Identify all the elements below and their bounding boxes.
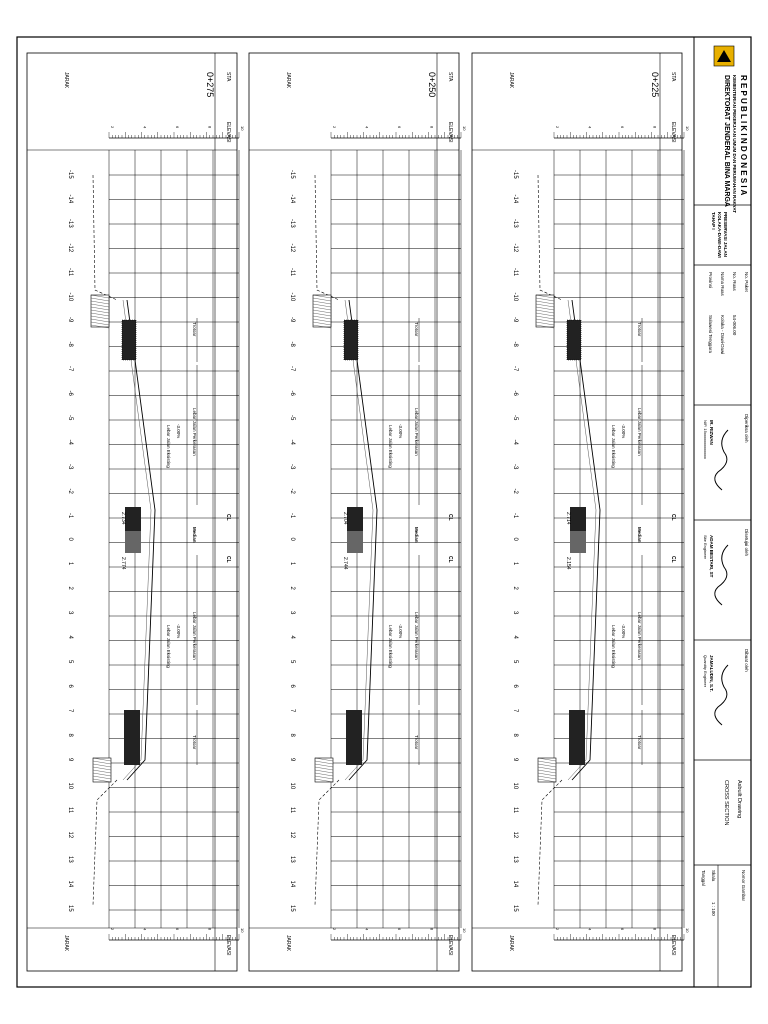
project-info-table	[708, 272, 749, 354]
approval-role: Diperiksa oleh	[744, 414, 749, 443]
median-block	[125, 507, 141, 531]
elevation-tick-label: 8	[207, 928, 213, 931]
centerline-label: CL	[447, 556, 453, 563]
offset-label: 10	[289, 782, 295, 790]
offset-label: 0	[289, 537, 295, 541]
cross-section-panel	[249, 53, 467, 971]
median-block-lower	[125, 531, 141, 553]
elevasi-label: ELEVASI	[225, 122, 231, 143]
scale-label: Skala	[711, 870, 716, 882]
level-right-value: 2.154	[565, 557, 571, 570]
centerline-label: CL	[447, 514, 453, 521]
ministry-text: KEMENTERIAN PEKERJAAN UMUM DAN PERUMAHAN RAKYAT	[732, 75, 737, 214]
info-value: Sulawesi Tenggara	[708, 315, 713, 353]
project-line-3: TAHAP I	[711, 212, 716, 230]
sta-label: STA	[447, 72, 453, 82]
scale-value: 1 : 100	[711, 902, 716, 916]
offset-label: -6	[289, 390, 295, 396]
elevation-tick-label: 6	[397, 928, 402, 931]
offset-label: 0	[512, 537, 518, 541]
slope-right-label: -3.00%	[398, 624, 403, 639]
offset-label: -2	[67, 488, 73, 494]
signature-icon	[715, 665, 728, 725]
offset-label: -7	[289, 366, 295, 372]
cross-section-panel	[472, 53, 690, 971]
offset-label: -11	[289, 268, 295, 277]
level-right-value: 2.744	[342, 557, 348, 570]
offset-label: 13	[289, 856, 295, 863]
offset-label: -11	[512, 268, 518, 277]
elevation-tick-label: 2	[332, 126, 337, 129]
offset-label: 10	[67, 782, 73, 790]
offset-label: 5	[512, 660, 518, 664]
offset-label: -6	[67, 390, 73, 396]
offset-label: 6	[289, 684, 295, 688]
offset-label: 9	[512, 758, 518, 762]
offset-label: -3	[67, 464, 73, 470]
approval-nip: Quantity Engineer	[703, 655, 708, 688]
offset-label: -15	[512, 170, 518, 179]
pupr-logo-icon	[714, 46, 734, 66]
elevation-tick-label: 8	[207, 126, 213, 129]
elevation-tick-label: 4	[587, 928, 593, 931]
offset-label: 15	[289, 905, 295, 912]
lebar-perkerasan-label: Lebar Jalan Perkerasan	[192, 408, 197, 456]
info-label: Nama Ruas	[720, 272, 725, 296]
trotoar-block-right	[124, 710, 140, 765]
sta-label: STA	[225, 72, 231, 82]
approval-name: ADAM BESTARI, ST	[709, 535, 714, 578]
offset-label: -8	[512, 341, 518, 347]
trotoar-label: Trotoar	[414, 322, 419, 337]
offset-label: 6	[512, 684, 518, 688]
elevation-tick-label: 8	[429, 126, 435, 129]
offset-label: 2	[289, 586, 295, 590]
elevation-tick-label: 6	[175, 928, 180, 931]
offset-label: 5	[67, 660, 73, 664]
project-line-2: KOLAKA-DAWI-DAWI	[717, 212, 722, 258]
offset-label: -13	[512, 219, 518, 228]
offset-label: 4	[67, 635, 73, 639]
slope-left-label: -3.00%	[176, 424, 181, 439]
level-right-value: 2.774	[120, 557, 126, 570]
jarak-label: JARAK	[285, 935, 291, 952]
offset-label: -14	[67, 194, 73, 204]
median-block	[570, 507, 586, 531]
offset-label: -9	[289, 317, 295, 323]
trotoar-block-left	[122, 320, 136, 360]
offset-label: -6	[512, 390, 518, 396]
offset-label: -12	[289, 243, 295, 253]
country-text: R E P U B L I K I N D O N E S I A	[739, 75, 748, 196]
elevation-tick-label: 10	[240, 928, 245, 933]
lebar-jalan-label: Lebar Jalan Eksisting	[166, 425, 171, 468]
offset-label: 6	[67, 684, 73, 688]
lebar-perkerasan-label: Lebar Jalan Perkerasan	[192, 612, 197, 660]
slope-right-label: -3.00%	[621, 624, 626, 639]
elevation-tick-label: 6	[620, 126, 625, 129]
elevation-tick-label: 8	[652, 928, 658, 931]
offset-label: -5	[67, 415, 73, 421]
lebar-perkerasan-label: Lebar Jalan Perkerasan	[637, 612, 642, 660]
offset-label: -1	[512, 513, 518, 519]
offset-label: 14	[512, 880, 518, 888]
elevasi-label: ELEVASI	[447, 935, 453, 956]
cross-section-panel	[27, 53, 245, 971]
offset-label: 11	[67, 807, 73, 814]
elevation-tick-label: 8	[429, 928, 435, 931]
level-left-value: 2.714	[565, 512, 571, 525]
offset-label: -2	[512, 488, 518, 494]
elevation-tick-label: 4	[587, 126, 593, 129]
offset-label: 1	[512, 562, 518, 566]
offset-label: 2	[67, 586, 73, 590]
approval-role: Dibuat oleh	[744, 649, 749, 672]
elevation-tick-label: 2	[555, 928, 560, 931]
trotoar-label: Trotoar	[637, 735, 642, 750]
offset-label: 3	[512, 611, 518, 615]
offset-label: 12	[289, 831, 295, 839]
elevation-tick-label: 4	[142, 928, 148, 931]
trotoar-label: Trotoar	[192, 322, 197, 337]
approval-blocks	[703, 414, 749, 725]
elevasi-label: ELEVASI	[670, 935, 676, 956]
centerline-label: CL	[670, 556, 676, 563]
offset-label: -10	[67, 292, 73, 302]
offset-label: 8	[512, 733, 518, 737]
offset-label: -13	[289, 219, 295, 228]
offset-label: 8	[67, 733, 73, 737]
jarak-label: JARAK	[285, 72, 291, 89]
centerline-label: CL	[225, 514, 231, 521]
median-block	[347, 507, 363, 531]
offset-label: -15	[289, 170, 295, 179]
offset-label: 3	[67, 611, 73, 615]
offset-label: -5	[512, 415, 518, 421]
offset-label: -3	[289, 464, 295, 470]
lebar-perkerasan-label: Lebar Jalan Perkerasan	[414, 408, 419, 456]
approval-role: Disetujui oleh	[744, 529, 749, 557]
approval-nip: NIP. 19xxxxxxxxxxxxx	[703, 420, 708, 459]
elevation-tick-label: 10	[685, 928, 690, 933]
elevation-tick-label: 6	[397, 126, 402, 129]
offset-label: -3	[512, 464, 518, 470]
offset-label: 4	[512, 635, 518, 639]
median-block-lower	[347, 531, 363, 553]
elevation-tick-label: 4	[364, 928, 370, 931]
trotoar-block-right	[346, 710, 362, 765]
median-label: Median	[637, 527, 642, 543]
offset-label: 15	[67, 905, 73, 912]
lebar-jalan-label: Lebar Jalan Eksisting	[166, 625, 171, 668]
info-value: Kolaka - Dawi-Dawi	[720, 315, 725, 355]
offset-label: 15	[512, 905, 518, 912]
offset-label: -9	[67, 317, 73, 323]
offset-label: -4	[512, 439, 518, 445]
elevation-tick-label: 2	[110, 928, 115, 931]
offset-label: -4	[289, 439, 295, 445]
offset-label: 7	[289, 709, 295, 713]
offset-label: -10	[512, 292, 518, 302]
project-line-1: PRESERVASI JALAN	[723, 212, 728, 257]
elevation-tick-label: 10	[462, 928, 467, 933]
level-left-value: 2.734	[120, 512, 126, 525]
slope-left-label: -3.00%	[621, 424, 626, 439]
offset-label: -9	[512, 317, 518, 323]
slope-right-label: -3.00%	[176, 624, 181, 639]
approval-name: JAMALUDIN, S.T.	[709, 655, 714, 692]
sta-value: 0+225	[650, 72, 660, 98]
offset-label: 8	[289, 733, 295, 737]
directorate-text: DIREKTORAT JENDERAL BINA MARGA	[723, 75, 730, 207]
offset-label: -4	[67, 439, 73, 445]
offset-label: -14	[289, 194, 295, 204]
offset-label: 1	[289, 562, 295, 566]
offset-label: 11	[512, 807, 518, 814]
offset-label: -15	[67, 170, 73, 179]
info-value: 54-006.00	[732, 315, 737, 336]
offset-label: -10	[289, 292, 295, 302]
offset-label: -7	[512, 366, 518, 372]
nomor-label: Nomor Gambar	[741, 870, 746, 902]
offset-label: -2	[289, 488, 295, 494]
median-label: Median	[192, 527, 197, 543]
offset-label: 3	[289, 611, 295, 615]
trotoar-label: Trotoar	[192, 735, 197, 750]
jarak-label: JARAK	[63, 72, 69, 89]
elevation-tick-label: 2	[555, 126, 560, 129]
offset-label: 12	[67, 831, 73, 839]
offset-label: 5	[289, 660, 295, 664]
elevation-tick-label: 10	[685, 126, 690, 131]
offset-label: -5	[289, 415, 295, 421]
offset-label: 0	[67, 537, 73, 541]
elevation-tick-label: 2	[110, 126, 115, 129]
sta-value: 0+275	[205, 72, 215, 98]
lebar-perkerasan-label: Lebar Jalan Perkerasan	[637, 408, 642, 456]
jarak-label: JARAK	[63, 935, 69, 952]
approval-name: IR. RIZWAN	[709, 420, 714, 445]
jarak-label: JARAK	[508, 935, 514, 952]
drawing-title: CROSS SECTION	[723, 780, 729, 826]
lebar-jalan-label: Lebar Jalan Eksisting	[388, 625, 393, 668]
offset-label: -13	[67, 219, 73, 228]
elevasi-label: ELEVASI	[670, 122, 676, 143]
median-label: Median	[414, 527, 419, 543]
elevation-tick-label: 8	[652, 126, 658, 129]
offset-label: -7	[67, 366, 73, 372]
offset-label: 10	[512, 782, 518, 790]
centerline-label: CL	[670, 514, 676, 521]
trotoar-block-right	[569, 710, 585, 765]
offset-label: 14	[289, 880, 295, 888]
info-label: Provinsi	[708, 272, 713, 289]
trotoar-block-left	[567, 320, 581, 360]
sta-label: STA	[670, 72, 676, 82]
sta-value: 0+250	[427, 72, 437, 98]
elevation-tick-label: 6	[175, 126, 180, 129]
info-label: No. Paket	[744, 272, 749, 292]
offset-label: 4	[289, 635, 295, 639]
offset-label: -12	[512, 243, 518, 253]
elevation-tick-label: 10	[240, 126, 245, 131]
offset-label: 11	[289, 807, 295, 814]
elevation-tick-label: 4	[142, 126, 148, 129]
offset-label: 7	[67, 709, 73, 713]
elevation-tick-label: 4	[364, 126, 370, 129]
date-label: Tanggal	[701, 870, 706, 886]
trotoar-block-left	[344, 320, 358, 360]
level-left-value: 2.704	[342, 512, 348, 525]
offset-label: -1	[289, 513, 295, 519]
slope-left-label: -3.00%	[398, 424, 403, 439]
offset-label: -11	[67, 268, 73, 277]
offset-label: -12	[67, 243, 73, 253]
info-label: No. Ruas	[732, 272, 737, 291]
elevation-tick-label: 10	[462, 126, 467, 131]
offset-label: -1	[67, 513, 73, 519]
offset-label: 7	[512, 709, 518, 713]
offset-label: 9	[67, 758, 73, 762]
offset-label: -14	[512, 194, 518, 204]
elevasi-label: ELEVASI	[225, 935, 231, 956]
elevation-tick-label: 2	[332, 928, 337, 931]
jarak-label: JARAK	[508, 72, 514, 89]
offset-label: 13	[512, 856, 518, 863]
median-block-lower	[570, 531, 586, 553]
title-block	[694, 37, 751, 987]
drawing-type: Asbuilt Drawing	[736, 780, 742, 819]
offset-label: 14	[67, 880, 73, 888]
elevasi-label: ELEVASI	[447, 122, 453, 143]
signature-icon	[715, 545, 728, 605]
lebar-perkerasan-label: Lebar Jalan Perkerasan	[414, 612, 419, 660]
elevation-tick-label: 6	[620, 928, 625, 931]
trotoar-label: Trotoar	[414, 735, 419, 750]
lebar-jalan-label: Lebar Jalan Eksisting	[611, 425, 616, 468]
offset-label: 2	[512, 586, 518, 590]
approval-nip: Site Engineer	[703, 535, 708, 560]
lebar-jalan-label: Lebar Jalan Eksisting	[388, 425, 393, 468]
centerline-label: CL	[225, 556, 231, 563]
signature-icon	[715, 430, 728, 490]
offset-label: 1	[67, 562, 73, 566]
trotoar-label: Trotoar	[637, 322, 642, 337]
offset-label: 9	[289, 758, 295, 762]
offset-label: -8	[289, 341, 295, 347]
cross-section-panels	[27, 53, 690, 971]
lebar-jalan-label: Lebar Jalan Eksisting	[611, 625, 616, 668]
offset-label: 12	[512, 831, 518, 839]
offset-label: 13	[67, 856, 73, 863]
offset-label: -8	[67, 341, 73, 347]
